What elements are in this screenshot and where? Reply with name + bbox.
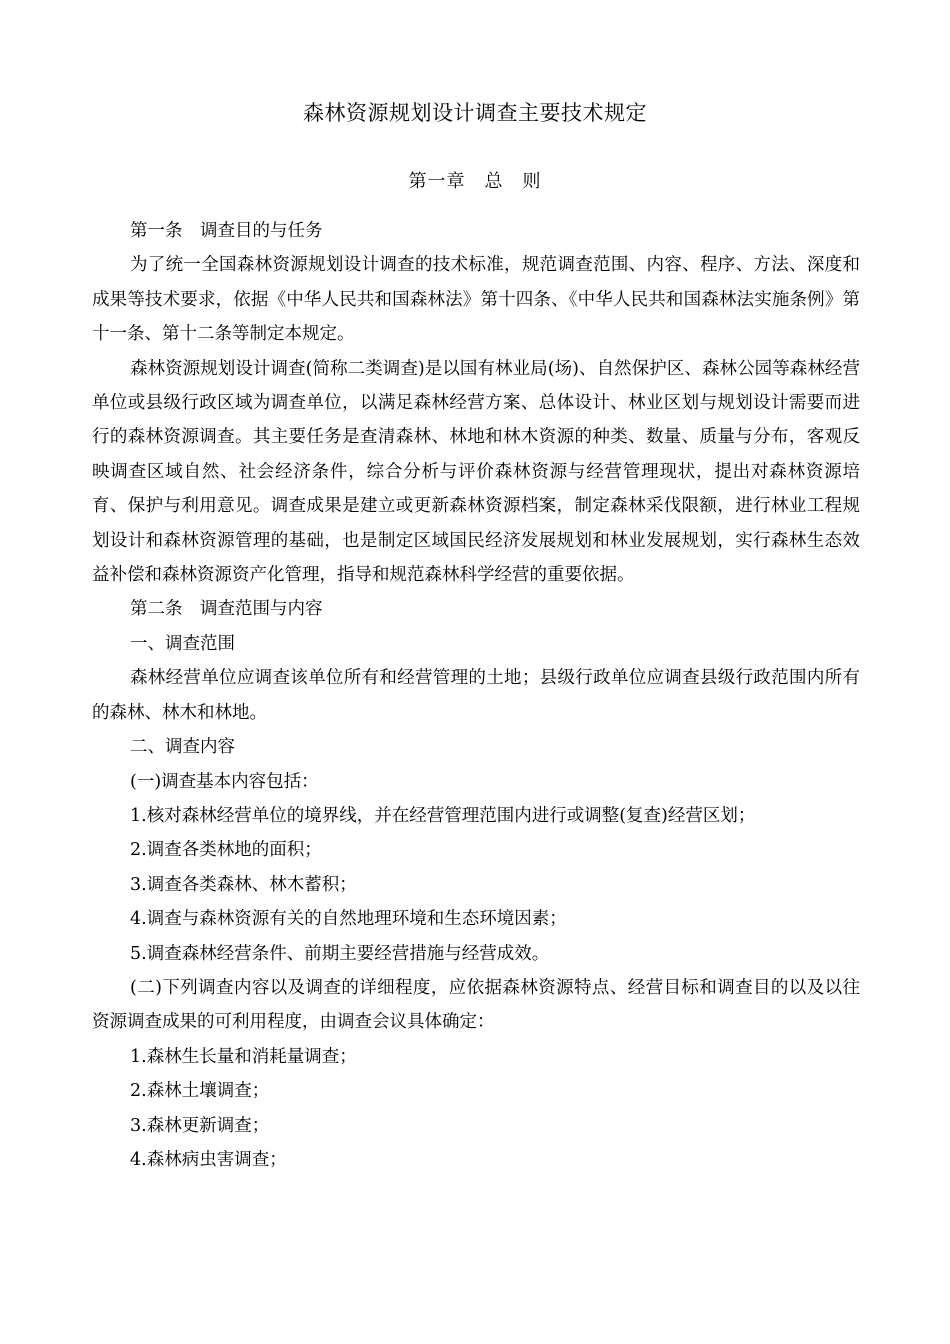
list-item: 2.调查各类林地的面积； — [130, 840, 322, 861]
article-heading-2: 第二条 调查范围与内容 — [130, 599, 323, 620]
list-item: 4.调查与森林资源有关的自然地理环境和生态环境因素； — [130, 909, 567, 930]
chapter-title: 第一章 总 则 — [408, 171, 542, 192]
list-item: 1.森林生长量和消耗量调查； — [130, 1046, 357, 1067]
paragraph-definition: 森林资源规划设计调查(简称二类调查)是以国有林业局(场)、自然保护区、森林公园等森林经营单位或县级行政区域为调查单位，以满足森林经营方案、总体设计、林业区划与规划设计需要而进行的森林资源调查。其主要任务是查清森林、林地和林木资源的种类、数量、质量与分布，客观反映调查区域自然、社会经济条件，综合分析与评价森林资源与经营管理现状，提出对森林资源培育、保护与利用意见。调查成果是建立或更新森林资源档案，制定森林采伐限额，进行林业工程规划设计和森林资源管理的基础，也是制定区域国民经济发展规划和林业发展规划，实行森林生态效益补偿和森林资源资产化管理，指导和规范森林科学经营的重要依据。 — [92, 358, 860, 586]
list-item: 5.调查森林经营条件、前期主要经营措施与经营成效。 — [130, 943, 550, 964]
subsection-heading-optional: (二)下列调查内容以及调查的详细程度，应依据森林资源特点、经营目标和调查目的以及以往资源调查成果的可利用程度，由调查会议具体确定： — [92, 977, 860, 1033]
article-heading-1: 第一条 调查目的与任务 — [130, 221, 323, 241]
document-body — [92, 214, 860, 1177]
list-item: 3.调查各类森林、林木蓄积； — [130, 874, 357, 895]
paragraph-purpose: 为了统一全国森林资源规划设计调查的技术标准，规范调查范围、内容、程序、方法、深度和成果等技术要求，依据《中华人民共和国森林法》第十四条、《中华人民共和国森林法实施条例》第十一条、第十二条等制定本规定。 — [92, 255, 860, 345]
section-heading-scope: 一、调查范围 — [130, 633, 235, 654]
subsection-heading-basic: (一)调查基本内容包括： — [130, 771, 319, 792]
document-title: 森林资源规划设计调查主要技术规定 — [303, 101, 647, 125]
section-heading-content: 二、调查内容 — [130, 737, 235, 758]
list-item: 1.核对森林经营单位的境界线，并在经营管理范围内进行或调整(复查)经营区划； — [130, 805, 756, 826]
list-item: 2.森林土壤调查； — [130, 1081, 270, 1102]
list-item: 3.森林更新调查； — [130, 1115, 270, 1136]
paragraph-scope: 森林经营单位应调查该单位所有和经营管理的土地；县级行政单位应调查县级行政范围内所有的森林、林木和林地。 — [92, 668, 860, 723]
list-item: 4.森林病虫害调查； — [130, 1149, 287, 1170]
